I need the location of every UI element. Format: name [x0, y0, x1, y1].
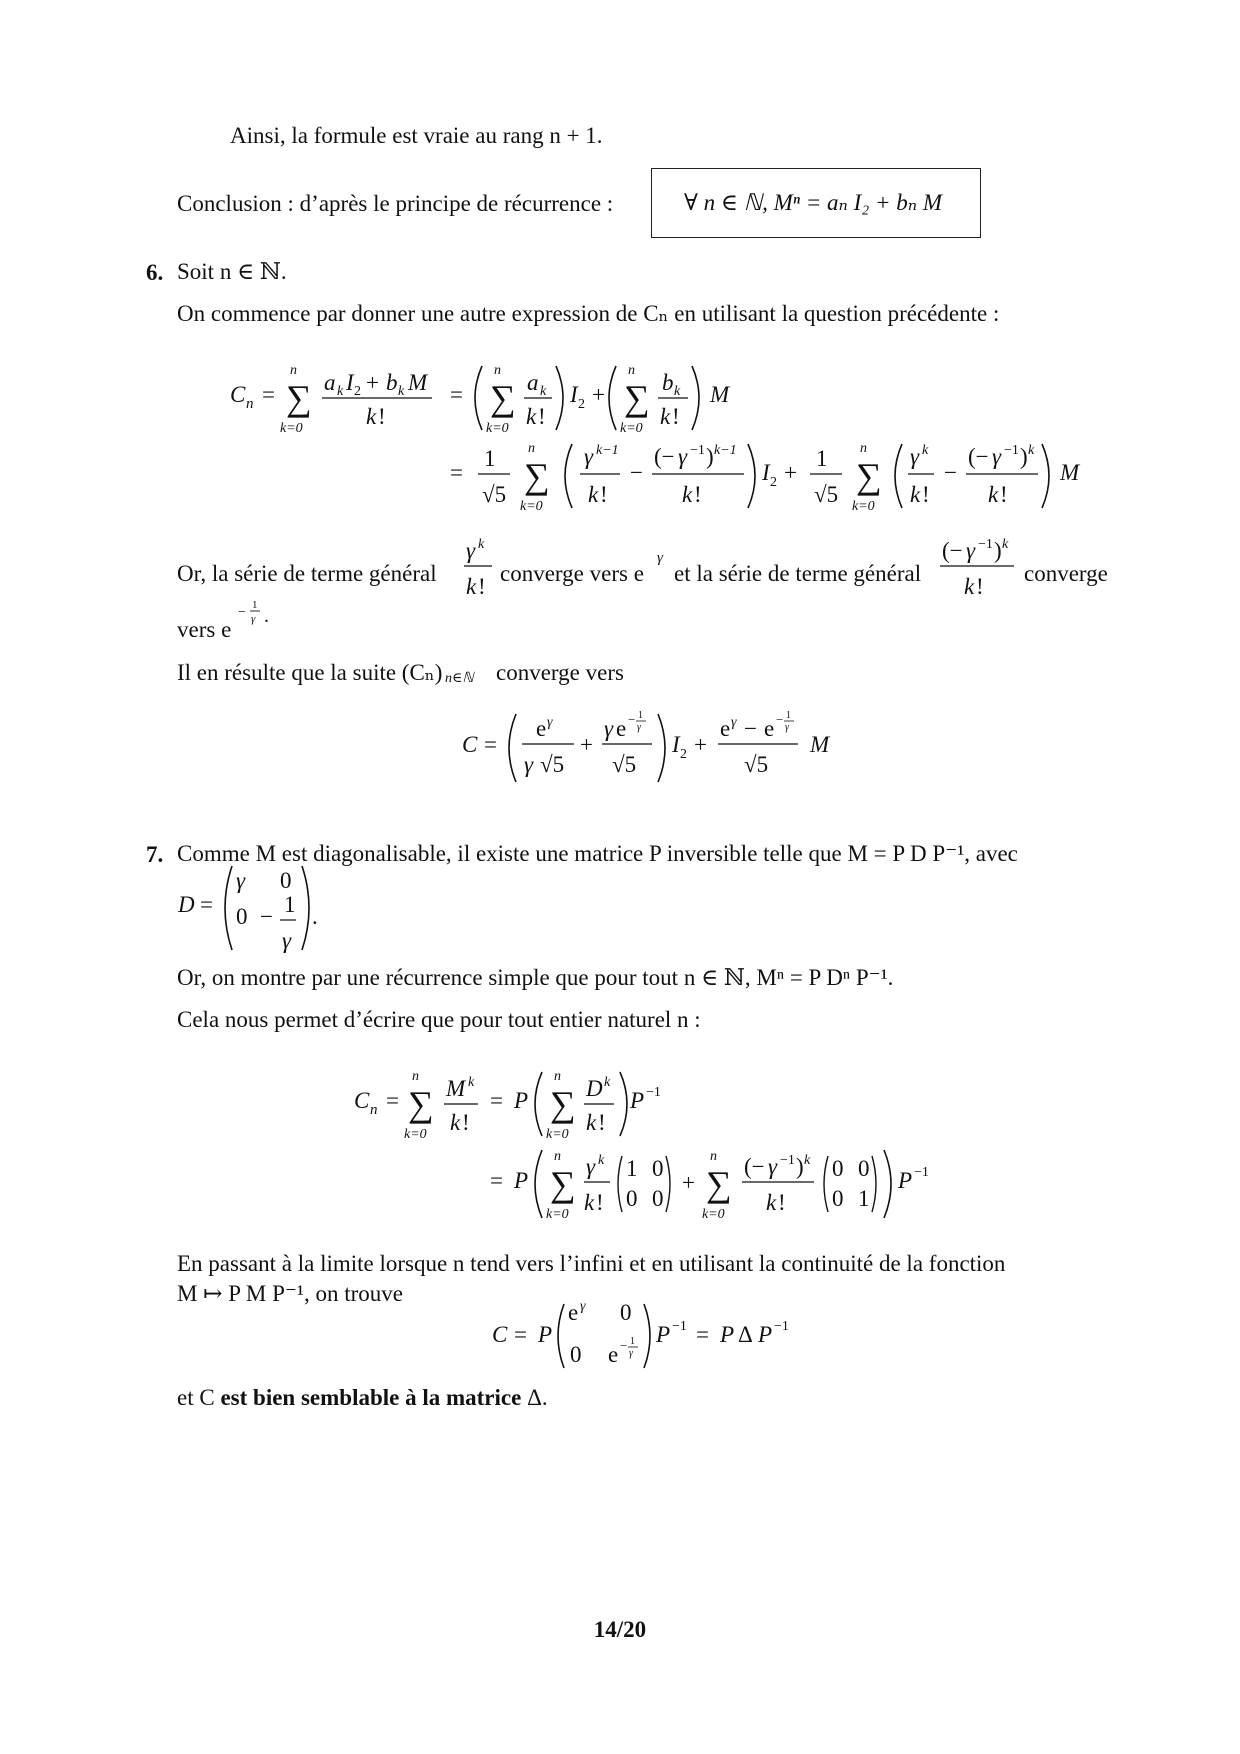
- svg-text:M: M: [446, 1076, 466, 1101]
- svg-text:k: k: [586, 1110, 597, 1135]
- svg-text:−: −: [260, 904, 273, 929]
- svg-text:P: P: [898, 1168, 913, 1193]
- svg-text:n: n: [246, 396, 254, 412]
- svg-text:=: =: [696, 1322, 709, 1347]
- svg-text:0: 0: [620, 1300, 632, 1325]
- q7-line1: Comme M est diagonalisable, il existe une matrice P inversible telle que M = P D P⁻¹, avec: [177, 841, 1018, 866]
- svg-text:e: e: [764, 716, 775, 741]
- svg-text:P: P: [630, 1088, 645, 1113]
- svg-text:∑: ∑: [408, 1084, 434, 1124]
- svg-text:I: I: [346, 370, 354, 395]
- q6-vers: vers e: [177, 617, 232, 642]
- svg-text:1: 1: [816, 446, 828, 471]
- svg-text:1: 1: [630, 1336, 635, 1347]
- svg-text:k=0: k=0: [546, 1207, 569, 1222]
- svg-text:k: k: [450, 1110, 461, 1135]
- svg-text:n: n: [628, 363, 635, 378]
- svg-text:γ: γ: [657, 550, 663, 566]
- svg-text:γ: γ: [678, 444, 688, 469]
- svg-text:I: I: [672, 732, 680, 757]
- q6-result-b: converge vers: [496, 660, 624, 685]
- q7-final-c: Δ.: [521, 1385, 548, 1410]
- svg-text:k: k: [540, 384, 547, 399]
- svg-text:k: k: [988, 482, 999, 507]
- svg-text:0: 0: [832, 1186, 844, 1211]
- svg-text:+: +: [694, 732, 707, 757]
- svg-text:γ: γ: [282, 928, 292, 953]
- svg-text:1: 1: [284, 892, 296, 917]
- q6-result-sub: n∈ℕ: [445, 671, 474, 686]
- svg-text:Δ: Δ: [738, 1322, 753, 1347]
- svg-text:P: P: [720, 1322, 735, 1347]
- svg-text:γ: γ: [637, 722, 641, 733]
- svg-text:γ: γ: [604, 716, 614, 741]
- svg-text:C: C: [230, 382, 246, 407]
- svg-text:γ: γ: [966, 538, 976, 563]
- svg-text:=: =: [450, 460, 463, 485]
- svg-text:γ: γ: [910, 444, 920, 469]
- svg-text:C: C: [354, 1088, 370, 1113]
- svg-text:=: =: [490, 1088, 503, 1113]
- svg-text:(−: (−: [942, 538, 963, 563]
- svg-text:γ: γ: [629, 1348, 633, 1359]
- svg-text:): ): [796, 1154, 804, 1179]
- svg-text:0: 0: [858, 1156, 870, 1181]
- svg-text:k=0: k=0: [852, 499, 875, 514]
- svg-text:√5: √5: [482, 482, 507, 507]
- svg-text:!: !: [600, 482, 608, 507]
- svg-text:(−: (−: [968, 444, 989, 469]
- q7-final-bold: est bien semblable à la matrice: [220, 1385, 522, 1410]
- svg-text:D: D: [586, 1076, 603, 1101]
- svg-text:=: =: [200, 892, 213, 917]
- svg-text:=: =: [484, 732, 497, 757]
- svg-text:1: 1: [252, 599, 258, 611]
- svg-text:k=0: k=0: [702, 1207, 725, 1222]
- svg-text:k=0: k=0: [280, 421, 303, 436]
- svg-text:!: !: [694, 482, 702, 507]
- svg-text:−: −: [776, 712, 784, 727]
- svg-text:=: =: [514, 1322, 527, 1347]
- svg-text:n: n: [494, 363, 501, 378]
- svg-text:−: −: [744, 716, 757, 741]
- svg-text:+: +: [592, 382, 605, 407]
- svg-text:2: 2: [680, 747, 687, 762]
- svg-text:0: 0: [652, 1156, 664, 1181]
- svg-text:1: 1: [858, 1186, 870, 1211]
- equation-c-similar: [490, 1296, 810, 1376]
- svg-text:k−1: k−1: [714, 443, 737, 458]
- page-number: 14/20: [593, 1617, 647, 1642]
- svg-text:!: !: [378, 404, 386, 429]
- svg-text:n: n: [412, 1069, 419, 1084]
- q7-line3: Cela nous permet d’écrire que pour tout entier naturel n :: [177, 1007, 701, 1032]
- svg-text:M: M: [408, 370, 428, 395]
- svg-text:k: k: [337, 384, 344, 399]
- svg-text:P: P: [758, 1322, 773, 1347]
- q7-final-a: et C: [177, 1385, 221, 1410]
- equation-c-limit: [460, 700, 860, 790]
- svg-text:−: −: [944, 460, 957, 485]
- svg-text:γ: γ: [547, 715, 553, 730]
- svg-text:M: M: [710, 382, 730, 407]
- svg-text:−: −: [628, 712, 636, 727]
- sup-neg-inv-gamma: [238, 598, 272, 632]
- svg-text:−1: −1: [978, 537, 993, 552]
- svg-text:−: −: [238, 605, 246, 620]
- svg-text:k: k: [466, 574, 477, 599]
- svg-text:0: 0: [570, 1342, 582, 1367]
- svg-text:b: b: [386, 370, 398, 395]
- svg-text:=: =: [262, 382, 275, 407]
- svg-text:e: e: [720, 716, 731, 741]
- svg-text:k: k: [682, 482, 693, 507]
- svg-text:+: +: [784, 460, 797, 485]
- svg-text:n: n: [370, 1102, 378, 1118]
- svg-text:+: +: [366, 370, 379, 395]
- svg-text:∑: ∑: [550, 1164, 576, 1204]
- svg-text:k: k: [922, 443, 929, 458]
- svg-text:I: I: [762, 460, 770, 485]
- svg-text:e: e: [616, 716, 627, 741]
- svg-text:!: !: [598, 1110, 606, 1135]
- svg-text:γ: γ: [251, 613, 256, 625]
- svg-text:k: k: [366, 404, 377, 429]
- svg-text:n: n: [710, 1149, 717, 1164]
- q6-or-line-a: Or, la série de terme général: [177, 561, 437, 586]
- svg-text:∑: ∑: [550, 1084, 576, 1124]
- svg-text:0: 0: [832, 1156, 844, 1181]
- svg-text:γ: γ: [236, 868, 246, 893]
- svg-text:b: b: [662, 370, 674, 395]
- svg-text:0: 0: [652, 1186, 664, 1211]
- svg-text:k: k: [478, 537, 485, 552]
- svg-text:k=0: k=0: [520, 499, 543, 514]
- svg-text:−1: −1: [780, 1153, 795, 1168]
- svg-text:γ: γ: [584, 444, 594, 469]
- svg-text:γ: γ: [466, 538, 476, 563]
- svg-text:k: k: [674, 384, 681, 399]
- svg-text:1: 1: [638, 710, 643, 721]
- svg-text:e: e: [536, 716, 547, 741]
- svg-text:0: 0: [280, 868, 292, 893]
- svg-text:γ: γ: [785, 722, 789, 733]
- svg-text:!: !: [538, 404, 546, 429]
- conclusion-formula: ∀ n ∈ ℕ, Mⁿ = aₙ I₂ + bₙ M: [684, 190, 942, 215]
- matrix-d-definition: [176, 860, 336, 956]
- svg-text:k: k: [766, 1190, 777, 1215]
- svg-text:k: k: [588, 482, 599, 507]
- svg-text:): ): [1020, 444, 1028, 469]
- svg-text:.: .: [312, 904, 318, 929]
- equation-cn-sum: [220, 360, 1100, 520]
- question-7-number: 7.: [146, 842, 164, 867]
- svg-text:−1: −1: [1004, 443, 1019, 458]
- svg-text:+: +: [682, 1170, 695, 1195]
- svg-text:2: 2: [770, 475, 777, 490]
- svg-text:.: .: [264, 605, 269, 627]
- svg-text:!: !: [922, 482, 930, 507]
- svg-text:2: 2: [578, 397, 585, 412]
- svg-text:=: =: [490, 1168, 503, 1193]
- svg-text:γ: γ: [731, 715, 737, 730]
- svg-text:k: k: [584, 1190, 595, 1215]
- svg-text:): ): [994, 538, 1002, 563]
- svg-text:γ: γ: [524, 752, 534, 777]
- svg-text:!: !: [976, 574, 984, 599]
- svg-text:∑: ∑: [624, 378, 650, 418]
- svg-text:0: 0: [626, 1186, 638, 1211]
- svg-text:!: !: [462, 1110, 470, 1135]
- svg-text:C: C: [462, 732, 478, 757]
- svg-text:k−1: k−1: [596, 443, 619, 458]
- q6-or-line-c: et la série de terme général: [674, 561, 922, 586]
- svg-text:−1: −1: [672, 1319, 687, 1334]
- svg-text:2: 2: [354, 384, 361, 399]
- svg-text:√5: √5: [612, 752, 637, 777]
- svg-text:n: n: [528, 441, 535, 456]
- q6-or-line-b: converge vers e: [500, 561, 644, 586]
- svg-text:k=0: k=0: [546, 1127, 569, 1142]
- svg-text:!: !: [596, 1190, 604, 1215]
- svg-text:γ: γ: [992, 444, 1002, 469]
- svg-text:−: −: [620, 1338, 628, 1353]
- svg-text:√5: √5: [814, 482, 839, 507]
- svg-text:I: I: [570, 382, 578, 407]
- svg-text:k: k: [1028, 443, 1035, 458]
- svg-text:−: −: [630, 460, 643, 485]
- svg-text:!: !: [778, 1190, 786, 1215]
- svg-text:n: n: [554, 1149, 561, 1164]
- svg-text:a: a: [527, 370, 539, 395]
- svg-text:−1: −1: [914, 1165, 929, 1180]
- svg-text:k: k: [526, 404, 537, 429]
- svg-text:P: P: [514, 1168, 529, 1193]
- svg-text:1: 1: [484, 446, 496, 471]
- svg-text:k=0: k=0: [486, 421, 509, 436]
- svg-text:k=0: k=0: [620, 421, 643, 436]
- svg-text:): ): [706, 444, 714, 469]
- svg-text:k: k: [604, 1075, 611, 1090]
- svg-text:!: !: [478, 574, 486, 599]
- svg-text:P: P: [514, 1088, 529, 1113]
- svg-text:!: !: [672, 404, 680, 429]
- q6-or-line-d: converge: [1024, 561, 1108, 586]
- svg-text:=: =: [386, 1088, 399, 1113]
- svg-text:n: n: [554, 1069, 561, 1084]
- svg-text:n: n: [290, 363, 297, 378]
- svg-text:∑: ∑: [524, 456, 550, 496]
- svg-text:−1: −1: [774, 1319, 789, 1334]
- svg-text:n: n: [860, 441, 867, 456]
- svg-text:(−: (−: [744, 1154, 765, 1179]
- q7-final: [177, 1386, 548, 1409]
- svg-text:(−: (−: [654, 444, 675, 469]
- svg-text:D: D: [178, 892, 195, 917]
- svg-text:P: P: [656, 1322, 671, 1347]
- q7-line2: Or, on montre par une récurrence simple que pour tout n ∈ ℕ, Mⁿ = P Dⁿ P⁻¹.: [177, 965, 894, 990]
- svg-text:k: k: [468, 1075, 475, 1090]
- svg-text:√5: √5: [744, 752, 769, 777]
- svg-text:γ: γ: [580, 1299, 586, 1314]
- svg-text:+: +: [580, 732, 593, 757]
- q6-soit: Soit n ∈ ℕ.: [177, 259, 287, 284]
- svg-text:∑: ∑: [706, 1164, 732, 1204]
- svg-text:=: =: [450, 382, 463, 407]
- svg-text:k: k: [910, 482, 921, 507]
- svg-text:∑: ∑: [286, 378, 312, 418]
- intro-line: Ainsi, la formule est vraie au rang n + 1.: [230, 123, 603, 148]
- svg-text:−1: −1: [646, 1085, 661, 1100]
- svg-text:k: k: [598, 1153, 605, 1168]
- q7-line4: En passant à la limite lorsque n tend vers l’infini et en utilisant la continuité de la fonction: [177, 1251, 1006, 1276]
- svg-text:√5: √5: [540, 752, 565, 777]
- sup-gamma: [656, 548, 672, 568]
- svg-text:k: k: [660, 404, 671, 429]
- fraction-gamma-k: [462, 534, 496, 600]
- svg-text:P: P: [538, 1322, 553, 1347]
- question-6-number: 6.: [146, 260, 164, 285]
- svg-text:e: e: [568, 1300, 579, 1325]
- svg-text:∑: ∑: [856, 456, 882, 496]
- svg-text:e: e: [608, 1342, 619, 1367]
- svg-text:1: 1: [626, 1156, 638, 1181]
- conclusion-label: Conclusion : d’après le principe de récurrence :: [177, 191, 614, 216]
- fraction-neg-inv-gamma-k: [940, 534, 1026, 600]
- svg-text:C: C: [492, 1322, 508, 1347]
- svg-text:∑: ∑: [490, 378, 516, 418]
- svg-text:!: !: [1000, 482, 1008, 507]
- svg-text:M: M: [810, 732, 830, 757]
- equation-cn-diagonal: [350, 1066, 970, 1226]
- svg-text:γ: γ: [768, 1154, 778, 1179]
- svg-text:γ: γ: [586, 1154, 596, 1179]
- svg-text:a: a: [324, 370, 336, 395]
- svg-text:k: k: [964, 574, 975, 599]
- q6-intro: On commence par donner une autre expression de Cₙ en utilisant la question précédente :: [177, 301, 1000, 326]
- svg-text:k=0: k=0: [404, 1127, 427, 1142]
- svg-text:0: 0: [236, 904, 248, 929]
- svg-text:k: k: [398, 384, 405, 399]
- svg-text:−1: −1: [690, 443, 705, 458]
- svg-text:M: M: [1060, 460, 1080, 485]
- q7-line5: M ↦ P M P⁻¹, on trouve: [177, 1281, 403, 1306]
- svg-text:k: k: [804, 1153, 811, 1168]
- svg-text:1: 1: [786, 710, 791, 721]
- q6-result-a: Il en résulte que la suite (Cₙ): [177, 660, 443, 685]
- svg-text:k: k: [1002, 537, 1009, 552]
